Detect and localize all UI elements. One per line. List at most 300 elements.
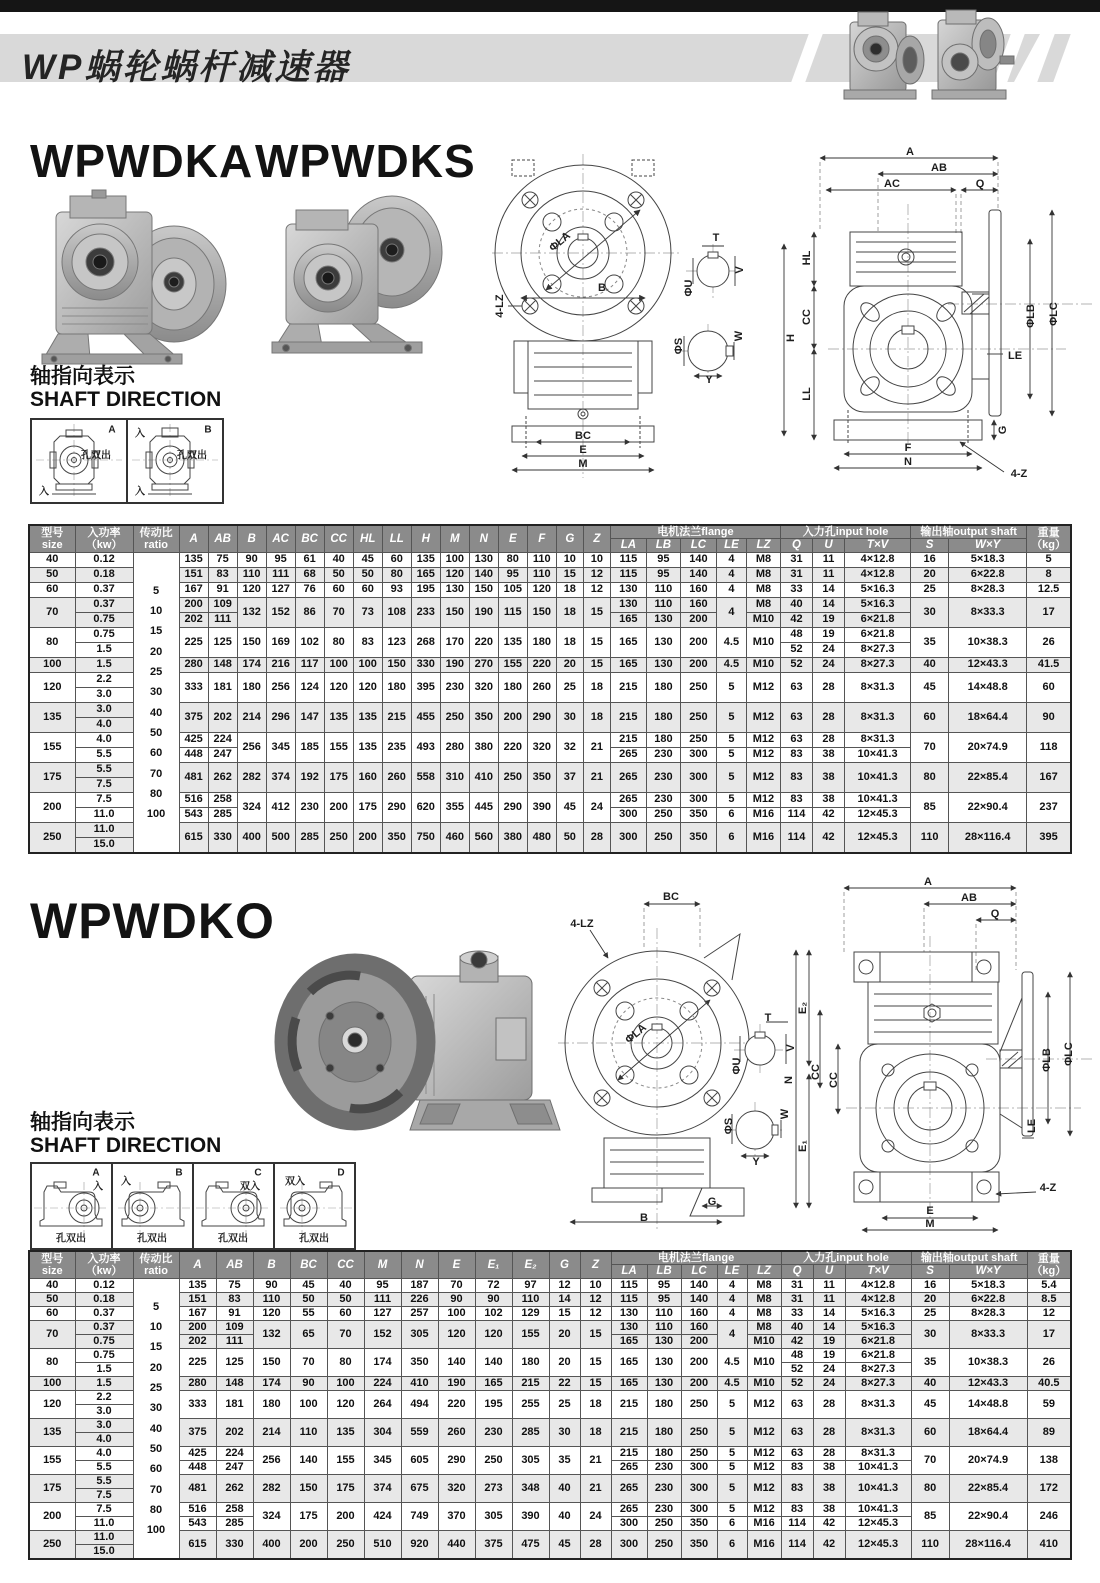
data-cell: 200	[179, 598, 208, 613]
data-cell: 348	[512, 1475, 549, 1503]
data-cell: 400	[253, 1531, 290, 1560]
data-cell: 250	[647, 1517, 681, 1531]
data-cell: 14	[813, 1321, 845, 1335]
table-row	[29, 658, 1071, 673]
data-cell: 130	[646, 628, 680, 658]
header-cell: HL	[353, 525, 382, 553]
data-cell: 237	[1027, 793, 1071, 823]
data-cell: 475	[512, 1531, 549, 1560]
data-cell: M16	[746, 823, 780, 854]
table-row	[29, 1377, 1071, 1391]
data-cell: 3.0	[75, 1419, 133, 1433]
data-cell: 345	[364, 1447, 401, 1475]
header-cell: 传动比 ratio	[133, 525, 179, 553]
dimension-label: N	[783, 1076, 795, 1084]
model-title-wpwdks: WPWDKS	[255, 135, 476, 187]
data-cell: 140	[475, 1349, 512, 1377]
data-cell: 200	[681, 1349, 717, 1377]
header-cell: BC	[290, 1251, 327, 1279]
data-cell: 224	[364, 1377, 401, 1391]
data-cell: 180	[646, 673, 680, 703]
data-cell: 5	[717, 1475, 747, 1503]
data-cell: 270	[469, 658, 498, 673]
data-cell: 4.5	[717, 1377, 747, 1391]
data-cell: 5	[717, 1419, 747, 1447]
data-cell: 95	[647, 1279, 681, 1293]
data-cell: 187	[401, 1279, 438, 1293]
data-cell: 4.0	[75, 1447, 133, 1461]
data-cell: 110	[911, 823, 949, 854]
data-cell: 260	[382, 763, 411, 793]
data-cell: 130	[646, 658, 680, 673]
data-cell: 11	[813, 1279, 845, 1293]
dimension-label: W	[733, 330, 745, 342]
data-cell: 41.5	[1027, 658, 1071, 673]
data-cell: 380	[498, 823, 527, 854]
data-cell: 140	[680, 568, 716, 583]
front-view-line-art	[552, 888, 824, 1236]
data-cell: 333	[179, 673, 208, 703]
data-cell: 0.18	[75, 568, 133, 583]
data-cell: M10	[747, 1335, 781, 1349]
dimension-label: ΦLC	[1063, 1042, 1075, 1066]
data-cell: 120	[527, 583, 556, 598]
data-cell: 4	[716, 598, 746, 628]
table-row	[29, 733, 1071, 748]
data-cell: 91	[216, 1307, 253, 1321]
data-cell: M12	[747, 1461, 781, 1475]
data-cell: 25	[911, 583, 949, 598]
data-cell: 24	[813, 643, 845, 658]
dimension-label: T	[764, 1012, 772, 1024]
data-cell: 85	[911, 793, 949, 823]
data-cell: 127	[266, 583, 295, 598]
data-cell: 14	[813, 598, 845, 613]
data-cell: 40	[549, 1503, 580, 1531]
dimension-label: Y	[752, 1156, 760, 1168]
data-cell: 12×43.3	[949, 1377, 1027, 1391]
data-cell: 38	[813, 1503, 845, 1517]
data-cell: 19	[813, 613, 845, 628]
data-cell: 181	[216, 1391, 253, 1419]
data-cell: 160	[680, 583, 716, 598]
header-row	[29, 1251, 1071, 1265]
data-cell: 83	[781, 1475, 813, 1503]
product-photo-wpwdko	[260, 940, 565, 1148]
data-cell: 200	[327, 1503, 364, 1531]
data-cell: 200	[324, 793, 353, 823]
data-cell: 42	[781, 613, 813, 628]
data-cell: 7.5	[75, 1503, 133, 1517]
data-cell: 165	[610, 628, 646, 658]
data-cell: 140	[681, 1293, 717, 1307]
dimension-label: E	[926, 1205, 934, 1217]
data-cell: 324	[237, 793, 266, 823]
data-cell: 30	[911, 598, 949, 628]
data-cell: 180	[512, 1349, 549, 1377]
data-cell: 4	[716, 568, 746, 583]
data-cell: 26	[1027, 628, 1071, 658]
data-cell: 165	[611, 1377, 647, 1391]
data-cell: 135	[324, 703, 353, 733]
data-cell: M8	[747, 1321, 781, 1335]
dimension-label: 双入	[285, 1176, 305, 1188]
data-cell: 5 10 15 20 25 30 40 50 60 70 80 100	[133, 553, 179, 854]
data-cell: 15	[580, 1321, 611, 1349]
data-cell: 230	[440, 673, 469, 703]
data-cell: 151	[179, 1293, 216, 1307]
data-cell: 28	[583, 823, 610, 854]
product-photo-wpwdka	[28, 182, 236, 372]
data-cell: 40	[781, 1321, 813, 1335]
data-cell: 130	[646, 613, 680, 628]
data-cell: 180	[647, 1391, 681, 1419]
data-cell: 4	[716, 583, 746, 598]
data-cell: 24	[583, 793, 610, 823]
data-cell: 5×16.3	[845, 583, 911, 598]
data-cell: 165	[411, 568, 440, 583]
data-cell: 50	[353, 568, 382, 583]
data-cell: 97	[512, 1279, 549, 1293]
data-cell: 300	[681, 1461, 717, 1475]
data-cell: 18	[580, 1419, 611, 1447]
data-cell: 10×41.3	[845, 793, 911, 808]
data-cell: 148	[208, 658, 237, 673]
data-cell: 300	[610, 808, 646, 823]
data-cell: 1.5	[75, 658, 133, 673]
dimension-label: 入	[39, 486, 49, 498]
data-cell: 60	[29, 1307, 75, 1321]
data-cell: 102	[475, 1307, 512, 1321]
data-cell: 226	[401, 1293, 438, 1307]
header-cell: 入功率 （kw）	[75, 1251, 133, 1279]
data-cell: 150	[237, 628, 266, 658]
data-cell: 17	[1027, 598, 1071, 628]
front-view-line-art	[488, 146, 800, 484]
data-cell: 559	[401, 1419, 438, 1447]
data-cell: 20	[549, 1321, 580, 1349]
data-cell: 7.5	[75, 793, 133, 808]
data-cell: 18	[556, 598, 583, 628]
header-cell: E	[498, 525, 527, 553]
table-row	[29, 1475, 1071, 1489]
data-cell: M12	[746, 733, 780, 748]
data-cell: 14×48.8	[949, 1391, 1027, 1419]
header-cell: A	[179, 525, 208, 553]
data-cell: 0.12	[75, 553, 133, 568]
page-title: WP蜗轮蜗杆减速器	[22, 48, 351, 87]
header-cell: LC	[680, 539, 716, 553]
data-cell: 5×16.3	[845, 598, 911, 613]
data-cell: 14	[549, 1293, 580, 1307]
header-cell: 重量 （kg）	[1027, 1251, 1071, 1279]
data-cell: 95	[647, 1293, 681, 1307]
data-cell: 6	[717, 1517, 747, 1531]
dimension-label: C	[254, 1167, 262, 1179]
data-cell: 4.0	[75, 733, 133, 748]
data-cell: 83	[353, 628, 382, 658]
data-cell: 110	[512, 1293, 549, 1307]
shaft-direction-en: SHAFT DIRECTION	[30, 388, 222, 411]
data-cell: 10×41.3	[845, 748, 911, 763]
data-cell: 200	[353, 823, 382, 854]
data-cell: 155	[324, 733, 353, 763]
data-cell: 170	[440, 628, 469, 658]
data-cell: 110	[237, 568, 266, 583]
table-row	[29, 703, 1071, 718]
header-cell: Q	[781, 539, 813, 553]
dimension-label: AC	[884, 178, 900, 190]
dimension-label: D	[337, 1167, 345, 1179]
data-cell: 410	[1027, 1531, 1071, 1560]
data-cell: M12	[747, 1447, 781, 1461]
data-cell: 15	[556, 568, 583, 583]
data-cell: 15	[583, 598, 610, 628]
data-cell: 80	[29, 628, 75, 658]
data-cell: 63	[781, 673, 813, 703]
data-cell: 620	[411, 793, 440, 823]
data-cell: 38	[813, 1461, 845, 1475]
data-cell: 115	[610, 553, 646, 568]
data-cell: 290	[498, 793, 527, 823]
header-cell: H	[411, 525, 440, 553]
header-cell: N	[469, 525, 498, 553]
table-row	[29, 1391, 1071, 1405]
data-cell: 202	[208, 703, 237, 733]
data-cell: 28	[813, 1391, 845, 1419]
data-cell: 174	[237, 658, 266, 673]
data-cell: 110	[253, 1293, 290, 1307]
data-cell: 42	[813, 1531, 845, 1560]
dimension-label: E	[579, 444, 587, 456]
data-cell: 174	[253, 1377, 290, 1391]
data-cell: 90	[237, 553, 266, 568]
data-cell: 410	[401, 1377, 438, 1391]
dimension-label: ΦLB	[1041, 1048, 1053, 1072]
data-cell: 448	[179, 1461, 216, 1475]
data-cell: 260	[438, 1419, 475, 1447]
data-cell: 110	[527, 568, 556, 583]
data-cell: 60	[29, 583, 75, 598]
dimension-label: B	[175, 1167, 183, 1179]
data-cell: 300	[681, 1503, 717, 1517]
header-cell: B	[237, 525, 266, 553]
data-cell: 167	[179, 1307, 216, 1321]
data-cell: 180	[647, 1447, 681, 1461]
data-cell: 350	[680, 808, 716, 823]
dimension-label: 4-LZ	[570, 918, 594, 930]
data-cell: 130	[647, 1377, 681, 1391]
dimension-label: LE	[1007, 350, 1023, 362]
data-cell: 38	[813, 1475, 845, 1503]
header-cell: W×Y	[949, 1265, 1027, 1279]
header-cell: LA	[610, 539, 646, 553]
data-cell: 300	[611, 1531, 647, 1560]
data-cell: 215	[610, 733, 646, 748]
data-cell: 250	[681, 1447, 717, 1461]
data-cell: 330	[411, 658, 440, 673]
data-cell: 920	[401, 1531, 438, 1560]
data-cell: 256	[253, 1447, 290, 1475]
dimension-label: 孔双出	[299, 1233, 329, 1245]
data-cell: 114	[781, 1517, 813, 1531]
data-cell: M12	[746, 703, 780, 733]
data-cell: 6×22.8	[949, 1293, 1027, 1307]
data-cell: 31	[781, 1279, 813, 1293]
data-cell: 225	[179, 1349, 216, 1377]
data-cell: 105	[498, 583, 527, 598]
dimension-label: Q	[975, 178, 985, 190]
data-cell: 165	[611, 1349, 647, 1377]
data-cell: 516	[179, 793, 208, 808]
header-cell: T×V	[845, 1265, 911, 1279]
data-cell: 165	[611, 1335, 647, 1349]
data-cell: 90	[475, 1293, 512, 1307]
data-cell: 132	[253, 1321, 290, 1349]
data-cell: 257	[401, 1307, 438, 1321]
data-cell: 91	[208, 583, 237, 598]
dimension-label: T	[712, 232, 720, 244]
data-cell: 355	[440, 793, 469, 823]
data-cell: 11.0	[75, 823, 133, 838]
data-cell: 10	[580, 1279, 611, 1293]
data-cell: 268	[411, 628, 440, 658]
data-cell: 50	[290, 1293, 327, 1307]
data-cell: 320	[438, 1475, 475, 1503]
data-cell: 11	[813, 553, 845, 568]
dimension-label: BC	[575, 430, 591, 442]
data-cell: 130	[469, 553, 498, 568]
data-cell: 200	[179, 1321, 216, 1335]
data-cell: 190	[438, 1377, 475, 1391]
data-cell: 0.75	[75, 613, 133, 628]
data-cell: 22×90.4	[949, 793, 1027, 823]
banner-product-photo	[836, 4, 1028, 106]
data-cell: 390	[527, 793, 556, 823]
data-cell: 83	[781, 748, 813, 763]
data-cell: 10×38.3	[949, 1349, 1027, 1377]
data-cell: 15.0	[75, 838, 133, 854]
data-cell: 12.5	[1027, 583, 1071, 598]
header-cell: LA	[611, 1265, 647, 1279]
data-cell: 138	[1027, 1447, 1071, 1475]
data-cell: 28	[580, 1531, 611, 1560]
data-cell: 165	[475, 1377, 512, 1391]
data-cell: 38	[813, 763, 845, 793]
header-cell: LE	[717, 1265, 747, 1279]
data-cell: 224	[216, 1447, 253, 1461]
data-cell: 68	[295, 568, 324, 583]
data-cell: 6	[717, 1531, 747, 1560]
data-cell: M8	[746, 553, 780, 568]
data-cell: 273	[475, 1475, 512, 1503]
data-cell: 40	[549, 1475, 580, 1503]
shaft-direction-zh: 轴指向表示	[30, 365, 135, 388]
dimension-label: A	[92, 1167, 100, 1179]
data-cell: 95	[646, 553, 680, 568]
data-cell: 260	[527, 673, 556, 703]
table-row	[29, 553, 1071, 568]
data-cell: 60	[911, 703, 949, 733]
data-cell: 333	[179, 1391, 216, 1419]
data-cell: M12	[746, 793, 780, 808]
dimension-label: ΦU	[731, 1057, 743, 1075]
data-cell: 2.2	[75, 673, 133, 688]
data-cell: 100	[327, 1377, 364, 1391]
data-cell: 370	[438, 1503, 475, 1531]
data-cell: 60	[327, 1307, 364, 1321]
data-cell: 233	[411, 598, 440, 628]
data-cell: 114	[781, 823, 813, 854]
data-cell: 225	[179, 628, 208, 658]
data-cell: 4	[717, 1321, 747, 1349]
dimension-label: H	[785, 334, 797, 342]
data-cell: 45	[549, 1531, 580, 1560]
data-cell: 28	[813, 1419, 845, 1447]
data-cell: 90	[290, 1377, 327, 1391]
header-cell: E₂	[512, 1251, 549, 1279]
header-cell: 入力孔input hole	[781, 1251, 911, 1265]
data-cell: 0.75	[75, 1349, 133, 1363]
data-cell: M16	[746, 808, 780, 823]
header-cell: BC	[295, 525, 324, 553]
data-cell: 114	[781, 808, 813, 823]
data-cell: 130	[610, 583, 646, 598]
dimension-label: F	[904, 442, 912, 454]
data-cell: 605	[401, 1447, 438, 1475]
data-cell: 10×41.3	[845, 763, 911, 793]
data-cell: 350	[681, 1531, 717, 1560]
data-cell: 15.0	[75, 1545, 133, 1560]
data-cell: 75	[216, 1279, 253, 1293]
data-cell: 12	[1027, 1307, 1071, 1321]
data-cell: 102	[295, 628, 324, 658]
data-cell: 510	[364, 1531, 401, 1560]
data-cell: 21	[580, 1447, 611, 1475]
data-cell: 12	[580, 1307, 611, 1321]
table-row	[29, 1321, 1071, 1335]
data-cell: 262	[208, 763, 237, 793]
data-cell: 31	[781, 553, 813, 568]
data-cell: 18	[583, 703, 610, 733]
data-cell: 5 10 15 20 25 30 40 50 60 70 80 100	[133, 1279, 179, 1560]
data-cell: 118	[1027, 733, 1071, 763]
data-cell: 125	[208, 628, 237, 658]
data-cell: M12	[746, 763, 780, 793]
data-cell: 140	[290, 1447, 327, 1475]
dimension-label: E₂	[797, 1001, 809, 1015]
data-cell: 24	[813, 1377, 845, 1391]
data-cell: 16	[911, 553, 949, 568]
data-cell: 22×85.4	[949, 763, 1027, 793]
data-cell: 100	[290, 1391, 327, 1419]
data-cell: 215	[382, 703, 411, 733]
data-cell: 250	[327, 1531, 364, 1560]
data-cell: 26	[1027, 1349, 1071, 1377]
dimension-label: Q	[990, 908, 1000, 920]
data-cell: 40.5	[1027, 1377, 1071, 1391]
data-cell: 70	[911, 733, 949, 763]
data-cell: 45	[353, 553, 382, 568]
data-cell: 410	[469, 763, 498, 793]
data-cell: 7.5	[75, 1489, 133, 1503]
data-cell: 750	[411, 823, 440, 854]
data-cell: 90	[253, 1279, 290, 1293]
data-cell: 83	[216, 1293, 253, 1307]
data-cell: 89	[1027, 1419, 1071, 1447]
data-cell: 5	[1027, 553, 1071, 568]
header-cell: Q	[781, 1265, 813, 1279]
